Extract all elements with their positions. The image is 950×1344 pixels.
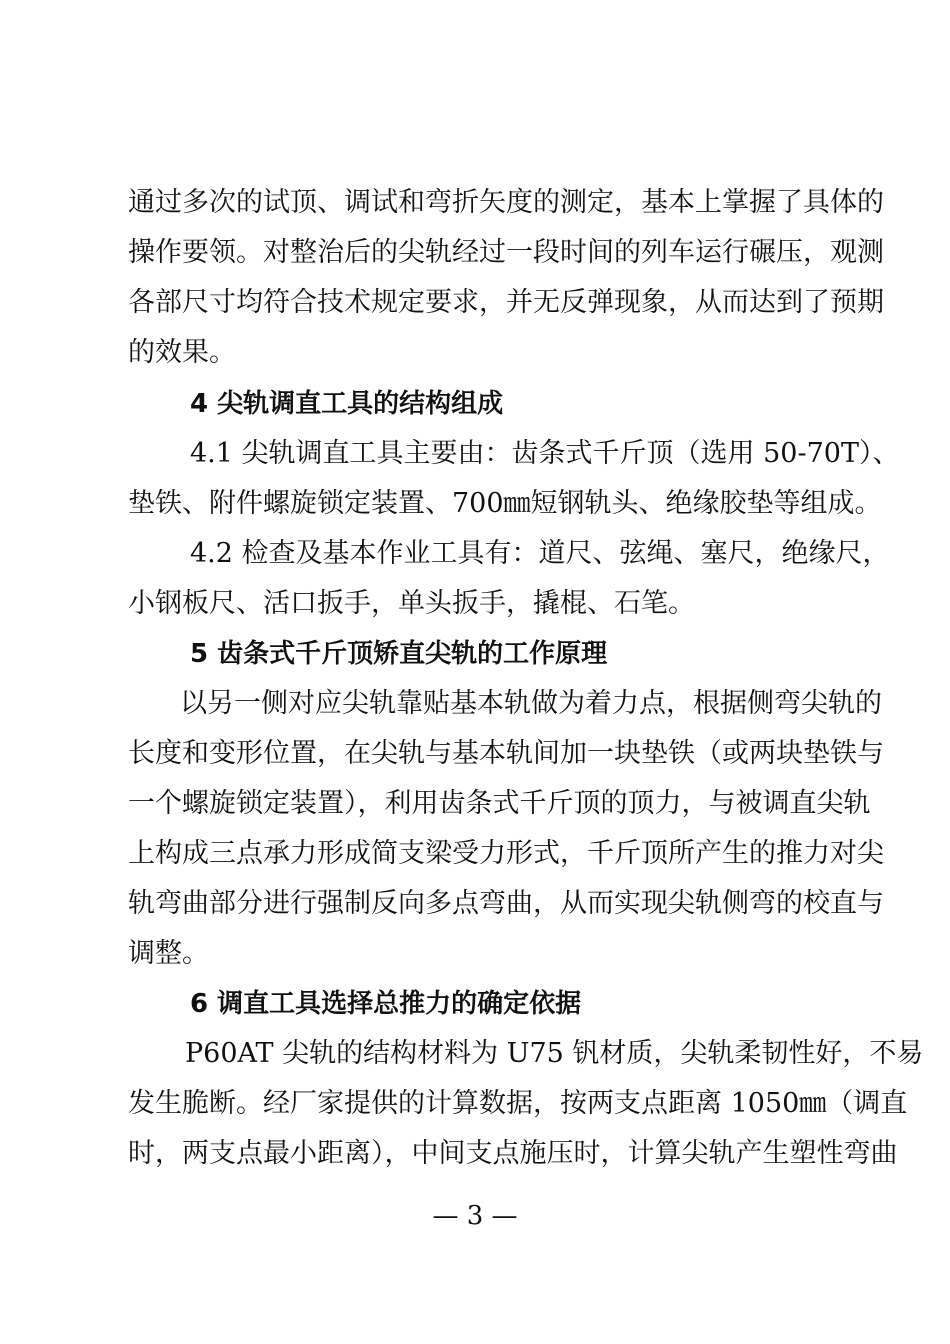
- paragraph-line: P60AT 尖轨的结构材料为 U75 钒材质，尖轨柔韧性好，不易: [185, 1038, 924, 1069]
- page-number: — 3 —: [432, 1201, 518, 1231]
- paragraph-line: 4.2 检查及基本作业工具有：道尺、弦绳、塞尺，绝缘尺，: [190, 538, 890, 569]
- paragraph-line: 4.1 尖轨调直工具主要由：齿条式千斤顶（选用 50-70T）、: [190, 438, 900, 469]
- section-heading-5: 5 齿条式千斤顶矫直尖轨的工作原理: [190, 639, 608, 669]
- section-heading-4: 4 尖轨调直工具的结构组成: [190, 389, 504, 419]
- paragraph-line: 各部尺寸均符合技术规定要求，并无反弹现象，从而达到了预期: [128, 287, 884, 318]
- paragraph-line: 发生脆断。经厂家提供的计算数据，按两支点距离 1050㎜（调直: [128, 1088, 908, 1119]
- paragraph-line: 以另一侧对应尖轨靠贴基本轨做为着力点，根据侧弯尖轨的: [180, 688, 882, 719]
- paragraph-line: 操作要领。对整治后的尖轨经过一段时间的列车运行碾压，观测: [128, 237, 884, 268]
- paragraph-line: 长度和变形位置，在尖轨与基本轨间加一块垫铁（或两块垫铁与: [128, 738, 884, 769]
- paragraph-line: 的效果。: [128, 337, 236, 368]
- paragraph-line: 上构成三点承力形成简支梁受力形式，千斤顶所产生的推力对尖: [128, 838, 884, 869]
- section-heading-6: 6 调直工具选择总推力的确定依据: [190, 989, 582, 1019]
- paragraph-line: 通过多次的试顶、调试和弯折矢度的测定，基本上掌握了具体的: [128, 187, 884, 218]
- paragraph-line: 垫铁、附件螺旋锁定装置、700㎜短钢轨头、绝缘胶垫等组成。: [128, 488, 882, 519]
- paragraph-line: 一个螺旋锁定装置），利用齿条式千斤顶的顶力，与被调直尖轨: [128, 788, 871, 819]
- paragraph-line: 调整。: [128, 938, 209, 969]
- paragraph-line: 轨弯曲部分进行强制反向多点弯曲，从而实现尖轨侧弯的校直与: [128, 888, 884, 919]
- paragraph-line: 小钢板尺、活口扳手，单头扳手，撬棍、石笔。: [128, 588, 695, 619]
- paragraph-line: 时，两支点最小距离），中间支点施压时，计算尖轨产生塑性弯曲: [128, 1138, 898, 1169]
